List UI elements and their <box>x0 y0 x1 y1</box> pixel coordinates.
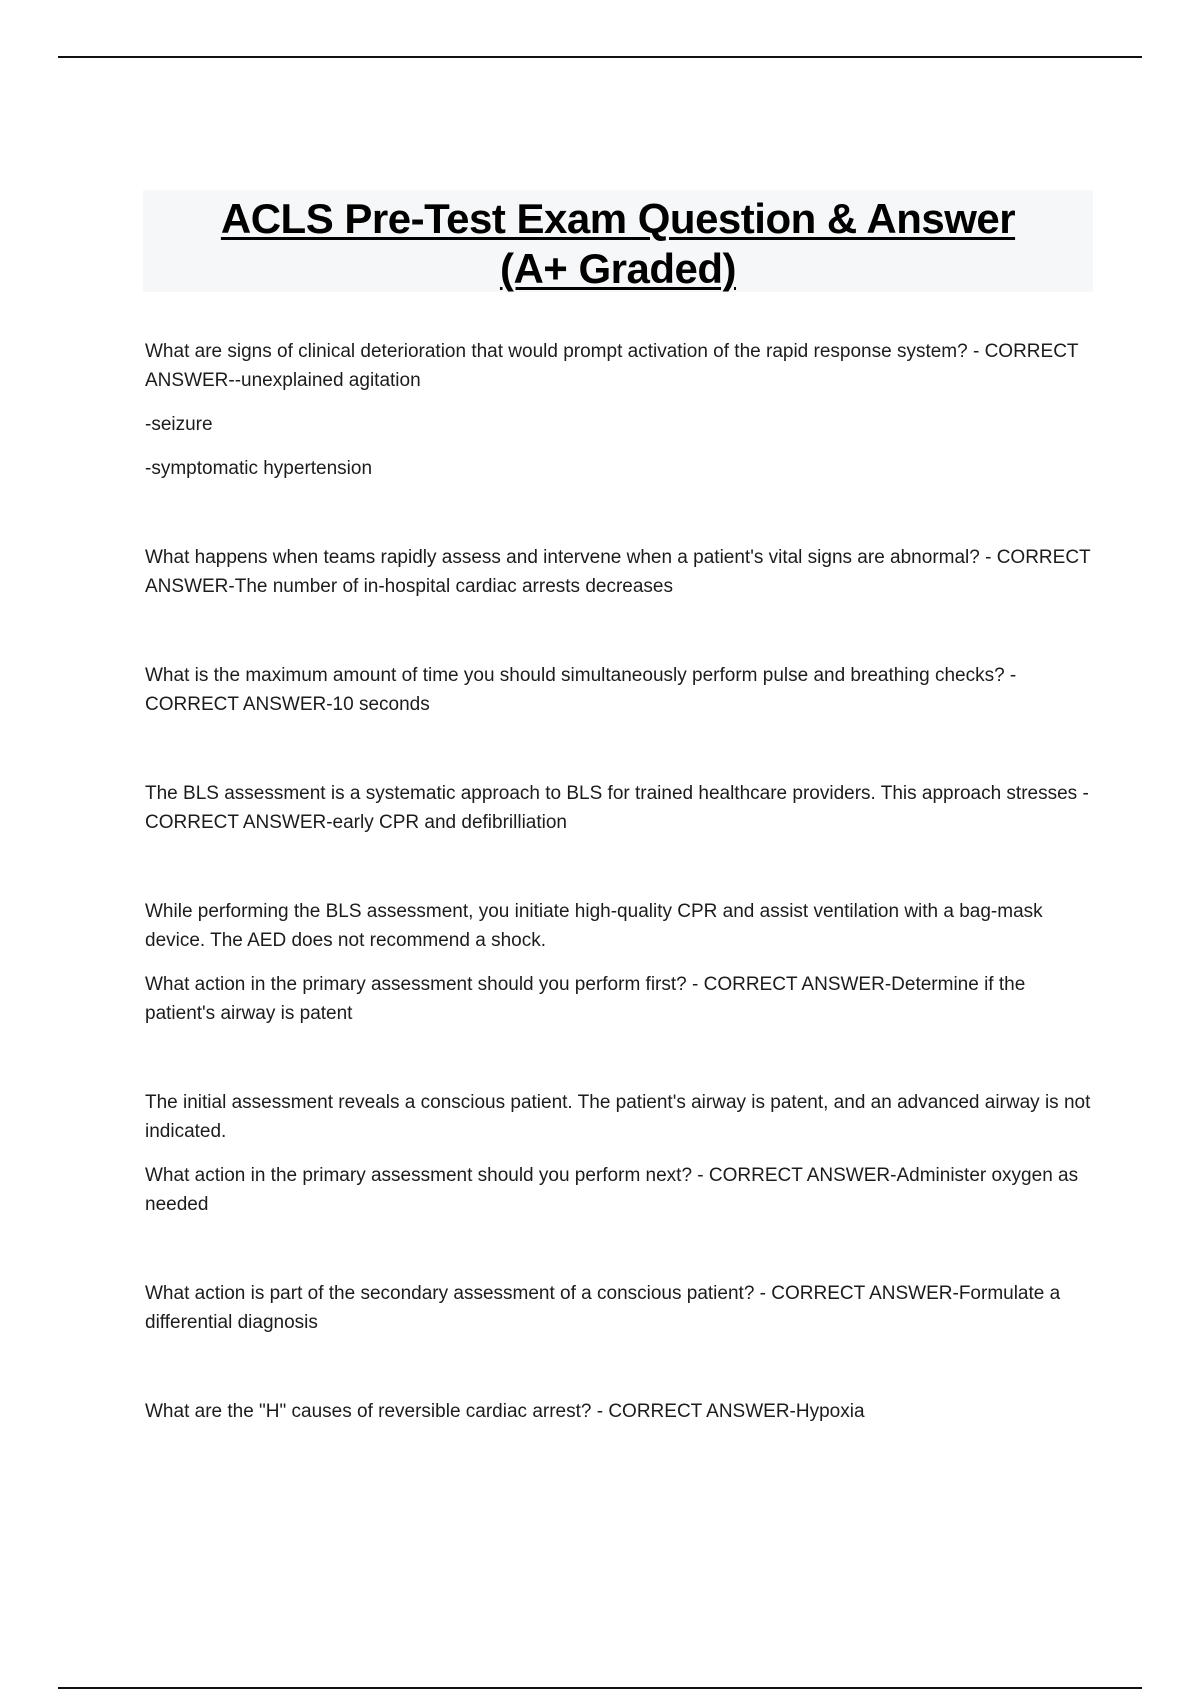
bottom-rule <box>58 1687 1142 1689</box>
qa-item <box>145 1279 1095 1337</box>
qa-paragraph: What are signs of clinical deterioration that would prompt activation of the rapid response system? - CORRECT ANSWER--unexplained agitation <box>145 341 1079 391</box>
qa-item <box>145 1397 1095 1426</box>
qa-paragraph: What action in the primary assessment should you perform first? - CORRECT ANSWER-Determine if the patient's airway is patent <box>145 974 1026 1024</box>
qa-item <box>145 779 1095 837</box>
qa-content <box>145 337 1095 1486</box>
qa-item <box>145 1088 1095 1219</box>
qa-paragraph: What action is part of the secondary assessment of a conscious patient? - CORRECT ANSWER-Formulate a differential diagnosis <box>145 1283 1061 1333</box>
qa-item <box>145 661 1095 719</box>
qa-paragraph: What is the maximum amount of time you should simultaneously perform pulse and breathing checks? - CORRECT ANSWER-10 seconds <box>145 665 1017 715</box>
qa-paragraph: The BLS assessment is a systematic approach to BLS for trained healthcare providers. This approach stresses - CORRECT ANSWER-early CPR and defibrilliation <box>145 783 1089 833</box>
document-title <box>143 190 1093 294</box>
top-rule <box>58 56 1142 58</box>
title-banner <box>143 190 1093 292</box>
qa-item <box>145 897 1095 1028</box>
title-line-2: (A+ Graded) <box>499 245 737 292</box>
qa-paragraph: While performing the BLS assessment, you initiate high-quality CPR and assist ventilation with a bag-mask device. The AED does not recommend a shock. <box>145 901 1043 951</box>
qa-paragraph: What are the "H" causes of reversible cardiac arrest? - CORRECT ANSWER-Hypoxia <box>145 1401 865 1422</box>
qa-paragraph: What happens when teams rapidly assess and intervene when a patient's vital signs are abnormal? - CORRECT ANSWER-The number of in-hospital cardiac arrests decreases <box>145 547 1091 597</box>
qa-paragraph: -seizure <box>145 414 213 435</box>
qa-item <box>145 543 1095 601</box>
title-line-1: ACLS Pre-Test Exam Question & Answer <box>220 195 1016 242</box>
qa-paragraph: The initial assessment reveals a conscious patient. The patient's airway is patent, and an advanced airway is not indicated. <box>145 1092 1091 1142</box>
qa-item <box>145 337 1095 483</box>
qa-paragraph: -symptomatic hypertension <box>145 458 373 479</box>
qa-paragraph: What action in the primary assessment should you perform next? - CORRECT ANSWER-Administer oxygen as needed <box>145 1165 1079 1215</box>
